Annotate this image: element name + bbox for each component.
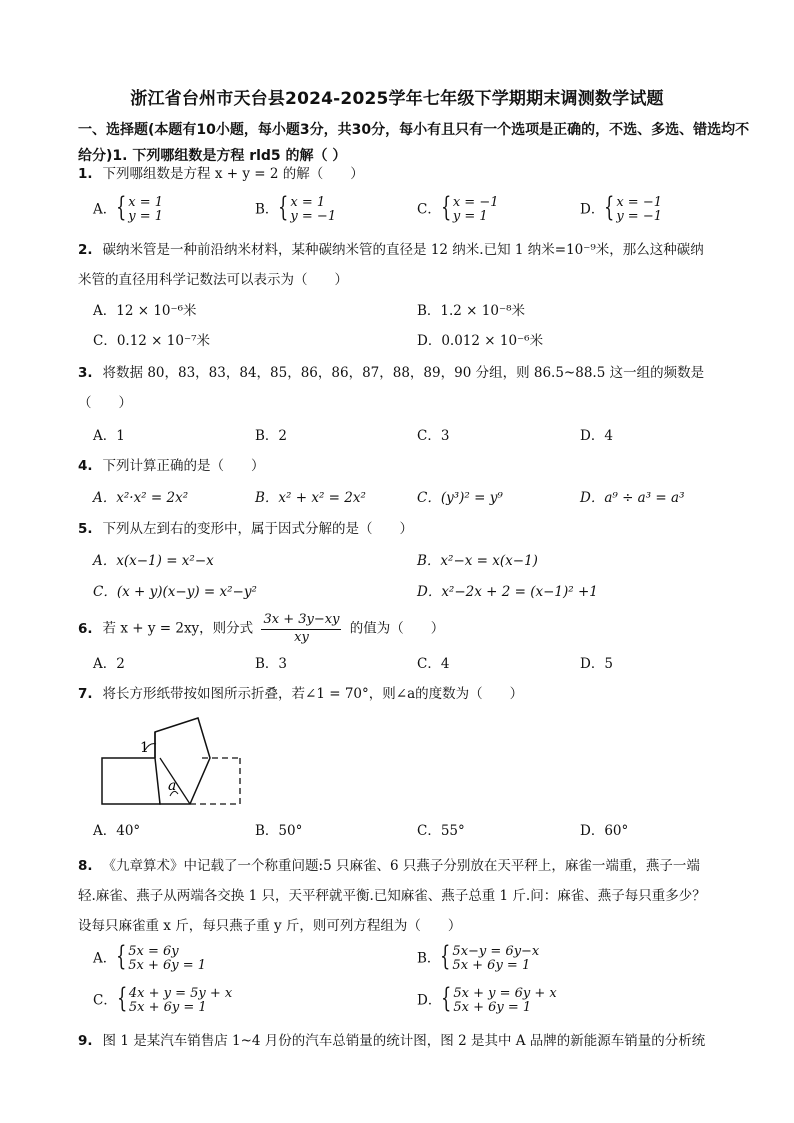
q7-option-d[interactable]: D．60° xyxy=(580,823,629,839)
question-9 xyxy=(78,1030,758,1052)
question-5 xyxy=(78,518,758,540)
q3-option-a[interactable]: A．1 xyxy=(93,428,125,444)
question-stem-line1: 图 1 是某汽车销售店 1~4 月份的汽车总销量的统计图，图 2 是其中 A 品牌的新能源车销量的分析统 xyxy=(102,1033,706,1049)
equation-system: { x = 1 y = −1 xyxy=(278,192,337,224)
question-number: 5. xyxy=(78,521,93,537)
q2-option-a[interactable]: A．12 × 10⁻⁶米 xyxy=(93,303,197,319)
folded-paper-figure xyxy=(100,718,250,810)
q2-option-d[interactable]: D．0.012 × 10⁻⁶米 xyxy=(417,333,544,349)
question-number: 4. xyxy=(78,458,93,474)
folded-flap xyxy=(155,718,210,804)
question-stem-line1: 将数据 80，83，83，84，85，86，86，87，88，89，90 分组，则 86.5~88.5 这一组的频数是 xyxy=(102,365,705,381)
question-number: 6. xyxy=(78,620,93,637)
question-stem-line2: 轻.麻雀、燕子从两端各交换 1 只，天平秤就平衡.已知麻雀、燕子总重 1 斤.问：麻雀、燕子每只重多少？ xyxy=(78,888,706,904)
question-4 xyxy=(78,455,758,477)
equation-system: { 5x = 6y 5x + 6y = 1 xyxy=(116,941,207,973)
equation-system: { x = −1 y = −1 xyxy=(604,192,662,224)
exam-title: 浙江省台州市天台县2024-2025学年七年级下学期期末调测数学试题 xyxy=(130,89,664,109)
question-stem-line1: 碳纳米管是一种前沿纳米材料，某种碳纳米管的直径是 12 纳米.已知 1 纳米=10⁻⁹米，那么这种碳纳 xyxy=(102,242,704,258)
question-3 xyxy=(78,362,758,414)
q5-option-c[interactable]: C．(x + y)(x−y) = x²−y² xyxy=(93,584,257,600)
question-stem-b: 的值为（ ） xyxy=(349,620,445,637)
q2-option-c[interactable]: C．0.12 × 10⁻⁷米 xyxy=(93,333,210,349)
q1-option-b[interactable]: B． { x = 1 y = −1 xyxy=(255,192,337,224)
question-stem: 下列从左到右的变形中，属于因式分解的是（ ） xyxy=(102,521,414,537)
question-1 xyxy=(78,163,758,185)
q1-option-c[interactable]: C． { x = −1 y = 1 xyxy=(417,192,499,224)
question-number: 1. xyxy=(78,166,93,182)
question-number: 2. xyxy=(78,242,93,258)
question-2 xyxy=(78,239,758,291)
question-8 xyxy=(78,851,758,941)
q7-option-b[interactable]: B．50° xyxy=(255,823,303,839)
angle-a-label: a xyxy=(168,778,177,794)
q8-option-c[interactable]: C． { 4x + y = 5y + x 5x + 6y = 1 xyxy=(93,983,233,1015)
fraction-numerator: 3x + 3y−xy xyxy=(261,612,341,630)
q1-option-a[interactable]: A． { x = 1 y = 1 xyxy=(93,192,164,224)
question-stem: 下列计算正确的是（ ） xyxy=(102,458,265,474)
question-number: 7. xyxy=(78,686,93,702)
q5-option-b[interactable]: B．x²−x = x(x−1) xyxy=(417,553,538,569)
equation-system: { 4x + y = 5y + x 5x + 6y = 1 xyxy=(116,983,233,1015)
q8-option-b[interactable]: B． { 5x−y = 6y−x 5x + 6y = 1 xyxy=(417,941,540,973)
q6-option-c[interactable]: C．4 xyxy=(417,656,450,672)
q5-option-d[interactable]: D．x²−2x + 2 = (x−1)² +1 xyxy=(417,584,598,600)
q3-option-c[interactable]: C．3 xyxy=(417,428,450,444)
q3-option-b[interactable]: B．2 xyxy=(255,428,288,444)
equation-system: { x = 1 y = 1 xyxy=(116,192,164,224)
section-1-heading: 一、选择题(本题有10小题，每小题3分，共30分，每小有且只有一个选项是正确的，不选、多选、错选均不给分)1. 下列哪组数是方程 rld5 的解（ ） xyxy=(78,122,750,164)
question-stem: 将长方形纸带按如图所示折叠，若∠1 = 70°，则∠a的度数为（ ） xyxy=(102,686,524,702)
q4-option-a[interactable]: A．x²·x² = 2x² xyxy=(93,490,189,506)
equation-system: { 5x−y = 6y−x 5x + 6y = 1 xyxy=(440,941,540,973)
equation-system: { 5x + y = 6y + x 5x + 6y = 1 xyxy=(441,983,557,1015)
question-stem-line2: （ ） xyxy=(78,395,132,411)
q7-option-c[interactable]: C．55° xyxy=(417,823,465,839)
question-stem-line1: 《九章算术》中记载了一个称重问题:5 只麻雀、6 只燕子分别放在天平秤上，麻雀一端重，燕子一端 xyxy=(102,858,700,874)
q1-option-d[interactable]: D． { x = −1 y = −1 xyxy=(580,192,662,224)
question-stem-line2: 米管的直径用科学记数法可以表示为（ ） xyxy=(78,272,348,288)
q4-option-d[interactable]: D．a⁹ ÷ a³ = a³ xyxy=(580,490,685,506)
left-rectangle xyxy=(102,758,160,804)
question-7 xyxy=(78,683,758,705)
q6-option-b[interactable]: B．3 xyxy=(255,656,288,672)
q4-option-c[interactable]: C．(y³)² = y⁹ xyxy=(417,490,503,506)
q6-option-a[interactable]: A．2 xyxy=(93,656,125,672)
q7-option-a[interactable]: A．40° xyxy=(93,823,141,839)
question-6 xyxy=(78,612,758,646)
question-stem: 下列哪组数是方程 x + y = 2 的解（ ） xyxy=(102,166,364,182)
q3-option-d[interactable]: D．4 xyxy=(580,428,613,444)
equation-system: { x = −1 y = 1 xyxy=(440,192,499,224)
fraction-expression xyxy=(261,612,341,646)
q6-option-d[interactable]: D．5 xyxy=(580,656,613,672)
question-number: 9. xyxy=(78,1033,93,1049)
q5-option-a[interactable]: A．x(x−1) = x²−x xyxy=(93,553,214,569)
angle-1-label: 1 xyxy=(140,740,149,756)
question-number: 8. xyxy=(78,858,93,874)
fraction-denominator: xy xyxy=(294,630,309,645)
question-number: 3. xyxy=(78,365,93,381)
q8-option-a[interactable]: A． { 5x = 6y 5x + 6y = 1 xyxy=(93,941,207,973)
q8-option-d[interactable]: D． { 5x + y = 6y + x 5x + 6y = 1 xyxy=(417,983,557,1015)
question-stem-a: 若 x + y = 2xy，则分式 xyxy=(102,620,254,637)
q2-option-b[interactable]: B．1.2 × 10⁻⁸米 xyxy=(417,303,525,319)
q4-option-b[interactable]: B．x² + x² = 2x² xyxy=(255,490,366,506)
question-stem-line3: 设每只麻雀重 x 斤，每只燕子重 y 斤，则可列方程组为（ ） xyxy=(78,918,462,934)
